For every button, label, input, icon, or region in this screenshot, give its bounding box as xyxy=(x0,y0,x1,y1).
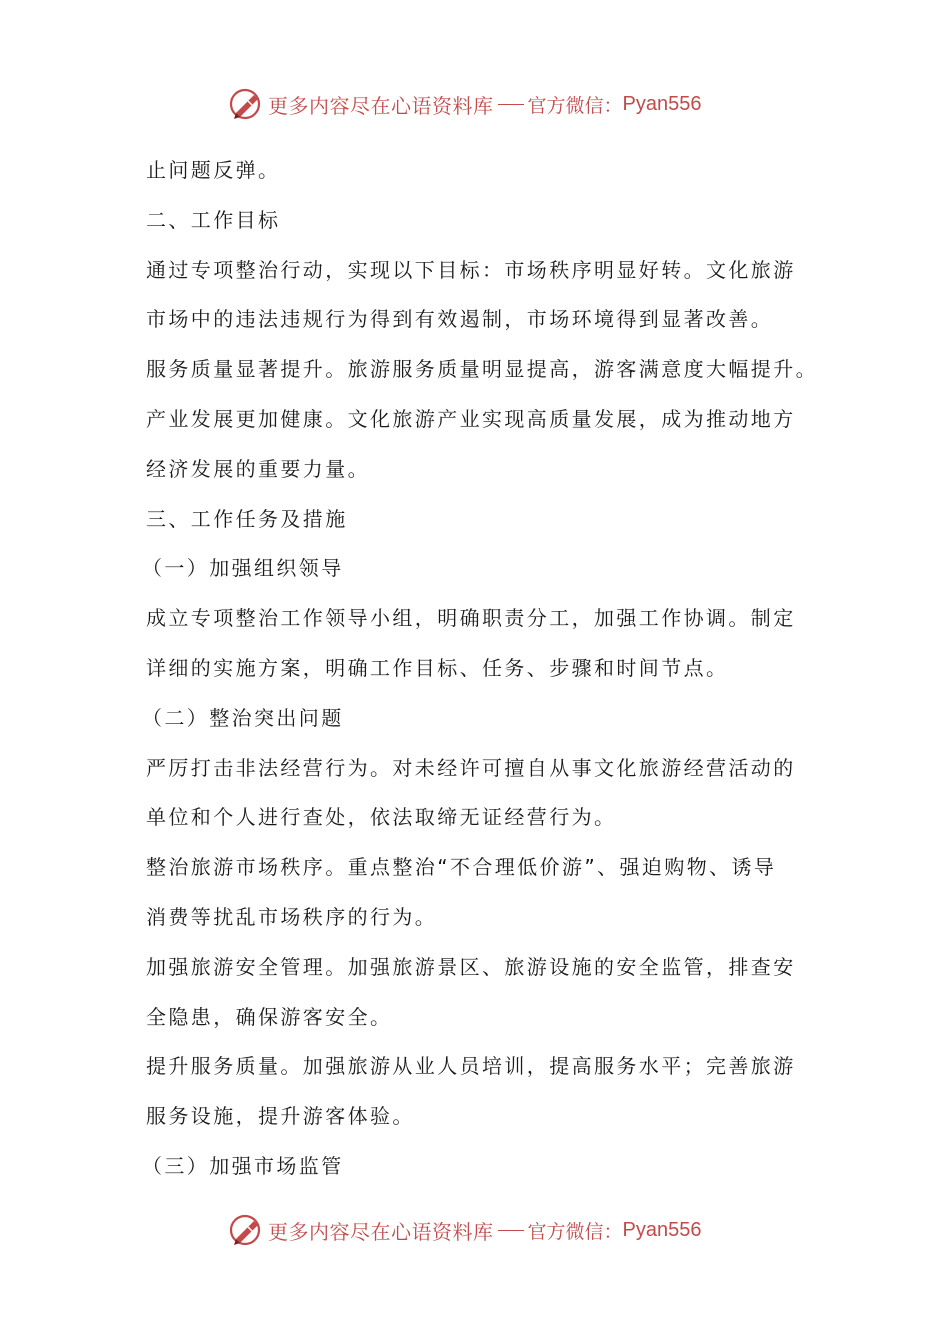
text-line: 提升服务质量。加强旅游从业人员培训，提高服务水平；完善旅游 xyxy=(146,1054,796,1079)
subsection-heading: （二）整治突出问题 xyxy=(142,705,344,730)
watermark-wechat-id: Pyan556 xyxy=(622,1218,702,1241)
header-watermark-banner xyxy=(228,84,701,124)
text-line: 产业发展更加健康。文化旅游产业实现高质量发展，成为推动地方 xyxy=(146,406,796,431)
text-line: 加强旅游安全管理。加强旅游景区、旅游设施的安全监管，排查安 xyxy=(146,954,796,979)
pen-logo-icon xyxy=(228,1212,264,1248)
watermark-dash xyxy=(498,1230,524,1231)
watermark-dash xyxy=(498,104,524,105)
text-line: 详细的实施方案，明确工作目标、任务、步骤和时间节点。 xyxy=(146,655,729,680)
text-line: 经济发展的重要力量。 xyxy=(146,456,370,481)
text-line: 全隐患，确保游客安全。 xyxy=(146,1004,393,1029)
text-line: 整治旅游市场秩序。重点整治“不合理低价游”、强迫购物、诱导 xyxy=(146,855,777,880)
text-line: 消费等扰乱市场秩序的行为。 xyxy=(146,904,438,929)
watermark-brand-text: 更多内容尽在心语资料库 xyxy=(268,1219,494,1244)
text-line: 严厉打击非法经营行为。对未经许可擅自从事文化旅游经营活动的 xyxy=(146,755,796,780)
text-line: 服务质量显著提升。旅游服务质量明显提高，游客满意度大幅提升。 xyxy=(146,357,818,382)
watermark-brand-text: 更多内容尽在心语资料库 xyxy=(268,93,494,118)
watermark-wechat-id: Pyan556 xyxy=(622,92,702,115)
subsection-heading: （一）加强组织领导 xyxy=(142,556,344,581)
text-line: 单位和个人进行查处，依法取缔无证经营行为。 xyxy=(146,805,617,830)
watermark-wechat-label: 官方微信： xyxy=(527,94,623,117)
text-line: 市场中的违法违规行为得到有效遏制，市场环境得到显著改善。 xyxy=(146,307,774,332)
text-line: 止问题反弹。 xyxy=(146,158,281,182)
section-heading: 三、工作任务及措施 xyxy=(146,506,348,531)
text-line: 通过专项整治行动，实现以下目标：市场秩序明显好转。文化旅游 xyxy=(146,257,796,282)
document-body xyxy=(142,146,818,1192)
text-line: 服务设施，提升游客体验。 xyxy=(146,1104,415,1129)
pen-logo-icon xyxy=(228,86,264,122)
subsection-heading: （三）加强市场监管 xyxy=(142,1153,344,1178)
section-heading: 二、工作目标 xyxy=(146,207,281,232)
footer-watermark-banner xyxy=(228,1210,701,1250)
watermark-wechat-label: 官方微信： xyxy=(527,1220,623,1243)
text-line: 成立专项整治工作领导小组，明确职责分工，加强工作协调。制定 xyxy=(146,606,796,631)
